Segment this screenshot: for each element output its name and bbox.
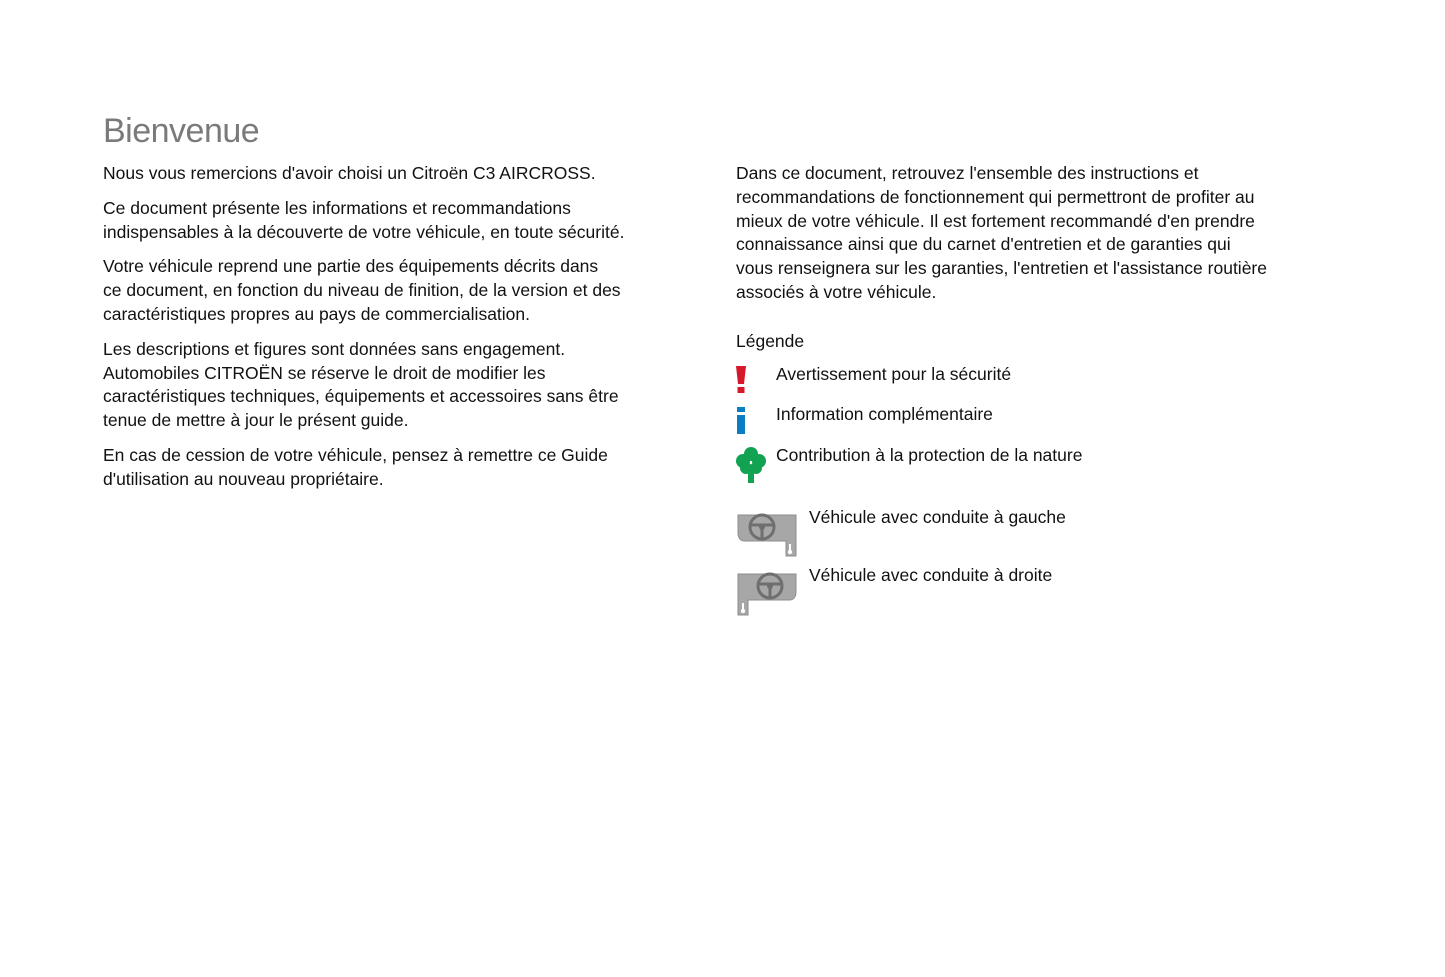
legend-item-label: Véhicule avec conduite à droite bbox=[809, 565, 1053, 585]
right-column bbox=[736, 162, 1316, 316]
right-hand-drive-icon bbox=[736, 568, 798, 616]
legend-title: Légende bbox=[736, 331, 805, 351]
legend-item-label: Avertissement pour la sécurité bbox=[776, 364, 1012, 384]
legend-item-label: Véhicule avec conduite à gauche bbox=[809, 507, 1066, 527]
instructions-paragraph: Dans ce document, retrouvez l'ensemble des instructions et recommandations de fonctionnement qui permettront de profiter au mieux de votre véhicule. Il est fortement recommandé d'en prendre connaissance ainsi que du carnet d'entretien et de garanties qui vous renseignera sur les garanties, l'entretien et l'assistance routière associés à votre véhicule. bbox=[736, 163, 1267, 302]
legend-item-label: Information complémentaire bbox=[776, 404, 993, 424]
equipment-paragraph: Votre véhicule reprend une partie des équipements décrits dans ce document, en fonction du niveau de finition, de la version et des caractéristiques propres au pays de commercialisation. bbox=[103, 256, 621, 324]
disclaimer-paragraph: Les descriptions et figures sont données sans engagement. Automobiles CITROËN se réserve le droit de modifier les caractéristiques techniques, équipements et accessoires sans être tenue de mettre à jour le présent guide. bbox=[103, 338, 619, 431]
purpose-paragraph: Ce document présente les informations et recommandations indispensables à la découverte de votre véhicule, en toute sécurité. bbox=[103, 197, 625, 242]
left-column bbox=[103, 162, 663, 503]
info-icon bbox=[736, 407, 746, 434]
intro-paragraph: Nous vous remercions d'avoir choisi un Citroën C3 AIRCROSS. bbox=[103, 163, 596, 183]
resale-paragraph: En cas de cession de votre véhicule, pensez à remettre ce Guide d'utilisation au nouveau propriétaire. bbox=[103, 444, 608, 489]
legend-item-label: Contribution à la protection de la nature bbox=[776, 445, 1083, 465]
exclamation-icon bbox=[736, 366, 746, 394]
page-title: Bienvenue bbox=[103, 112, 260, 150]
tree-icon bbox=[736, 446, 766, 484]
left-hand-drive-icon bbox=[736, 509, 798, 557]
